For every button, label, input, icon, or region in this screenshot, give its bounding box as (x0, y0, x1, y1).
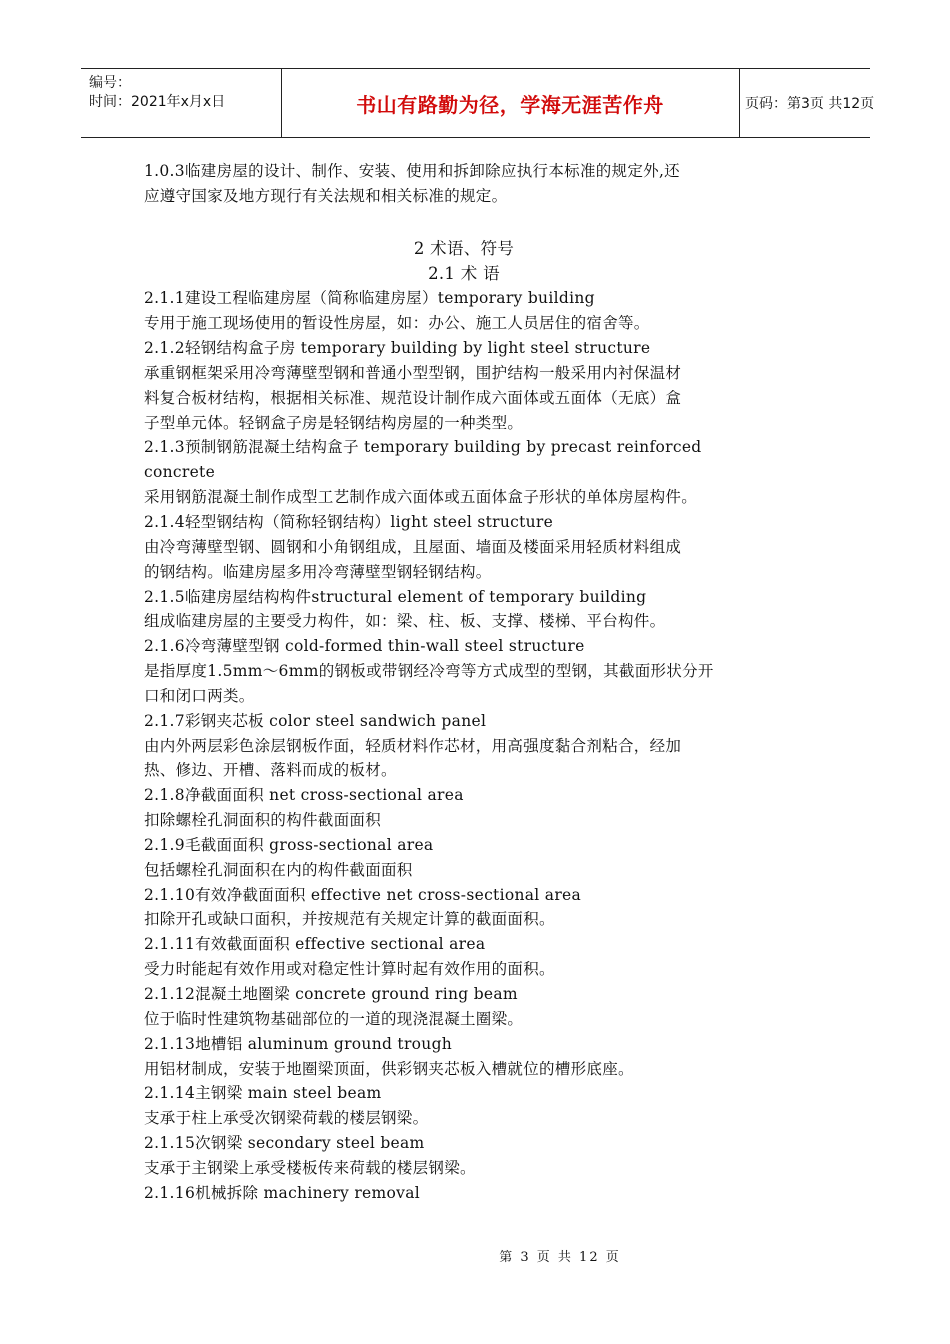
header-page-info: 页码：第3页 共12页 (745, 96, 875, 112)
term-line: 2.1.7彩钢夹芯板 color steel sandwich panel (144, 711, 487, 730)
term-line: 扣除螺栓孔洞面积的构件截面面积 (144, 811, 382, 830)
term-line: 料复合板材结构，根据相关标准、规范设计制作成六面体或五面体（无底）盒 (144, 388, 682, 407)
term-line: 支承于柱上承受次钢梁荷载的楼层钢梁。 (144, 1109, 429, 1128)
term-line: 专用于施工现场使用的暂设性房屋，如：办公、施工人员居住的宿舍等。 (144, 314, 650, 333)
page-header (81, 68, 875, 138)
intro-line: 1.0.3临建房屋的设计、制作、安装、使用和拆卸除应执行本标准的规定外,还 (144, 162, 680, 180)
document-body (144, 159, 824, 1206)
term-list (144, 286, 824, 1205)
document-number-label: 编号： (89, 75, 131, 91)
document-time-label: 时间：2021年x月x日 (89, 94, 226, 110)
term-line: 受力时能起有效作用或对稳定性计算时起有效作用的面积。 (144, 960, 555, 979)
term-line: 口和闭口两类。 (144, 686, 255, 705)
term-line: 由内外两层彩色涂层钢板作面，轻质材料作芯材，用高强度黏合剂粘合，经加 (144, 736, 682, 755)
term-line: 组成临建房屋的主要受力构件，如：梁、柱、板、支撑、楼梯、平台构件。 (144, 612, 666, 631)
header-meta (81, 69, 282, 137)
header-page-cell (739, 69, 875, 137)
term-line: 承重钢框架采用冷弯薄壁型钢和普通小型型钢，围护结构一般采用内衬保温材 (144, 363, 682, 382)
header-motto: 书山有路勤为径，学海无涯苦作舟 (356, 92, 664, 117)
term-line: 采用钢筋混凝土制作成型工艺制作成六面体或五面体盒子形状的单体房屋构件。 (144, 488, 698, 507)
chapter-title: 2 术语、符号 (413, 238, 515, 258)
term-line: 是指厚度1.5mm～6mm的钢板或带钢经冷弯等方式成型的型钢，其截面形状分开 (144, 662, 714, 681)
term-line: 2.1.5临建房屋结构构件structural element of temporary building (144, 587, 647, 606)
term-line: 支承于主钢梁上承受楼板传来荷载的楼层钢梁。 (144, 1158, 476, 1177)
term-line: 2.1.4轻型钢结构（简称轻钢结构）light steel structure (144, 512, 554, 531)
term-line: 2.1.8净截面面积 net cross-sectional area (144, 786, 464, 805)
header-motto-cell (281, 69, 740, 137)
term-line: 的钢结构。临建房屋多用冷弯薄壁型钢轻钢结构。 (144, 562, 492, 581)
term-line: 2.1.16机械拆除 machinery removal (144, 1183, 421, 1202)
term-line: 子型单元体。轻钢盒子房是轻钢结构房屋的一种类型。 (144, 413, 524, 432)
term-line: 2.1.12混凝土地圈梁 concrete ground ring beam (144, 985, 518, 1003)
page-footer: 第 3 页 共 12 页 (499, 1250, 621, 1265)
term-line: 2.1.6冷弯薄壁型钢 cold-formed thin-wall steel structure (144, 637, 585, 656)
term-line: 位于临时性建筑物基础部位的一道的现浇混凝土圈梁。 (144, 1009, 524, 1028)
intro-line: 应遵守国家及地方现行有关法规和相关标准的规定。 (144, 186, 508, 205)
term-line: 2.1.13地槽铝 aluminum ground trough (144, 1034, 453, 1053)
term-line: 包括螺栓孔洞面积在内的构件截面面积 (144, 860, 413, 879)
term-line: concrete (144, 463, 216, 482)
term-line: 2.1.1建设工程临建房屋（简称临建房屋）temporary building (144, 289, 595, 308)
term-line: 2.1.3预制钢筋混凝土结构盒子 temporary building by precast reinforced (144, 438, 702, 457)
term-line: 2.1.14主钢梁 main steel beam (144, 1084, 382, 1103)
term-line: 2.1.15次钢梁 secondary steel beam (144, 1134, 425, 1153)
section-title: 2.1 术 语 (428, 263, 500, 283)
term-line: 2.1.9毛截面面积 gross-sectional area (144, 835, 434, 854)
term-line: 2.1.2轻钢结构盒子房 temporary building by light steel structure (144, 339, 651, 358)
term-line: 扣除开孔或缺口面积，并按规范有关规定计算的截面面积。 (144, 910, 555, 929)
term-line: 热、修边、开槽、落料而成的板材。 (144, 761, 397, 780)
term-line: 由冷弯薄壁型钢、圆钢和小角钢组成，且屋面、墙面及楼面采用轻质材料组成 (144, 537, 682, 556)
term-line: 用铝材制成，安装于地圈梁顶面，供彩钢夹芯板入槽就位的槽形底座。 (144, 1059, 634, 1078)
term-line: 2.1.10有效净截面面积 effective net cross-sectional area (144, 885, 582, 904)
term-line: 2.1.11有效截面面积 effective sectional area (144, 935, 486, 954)
